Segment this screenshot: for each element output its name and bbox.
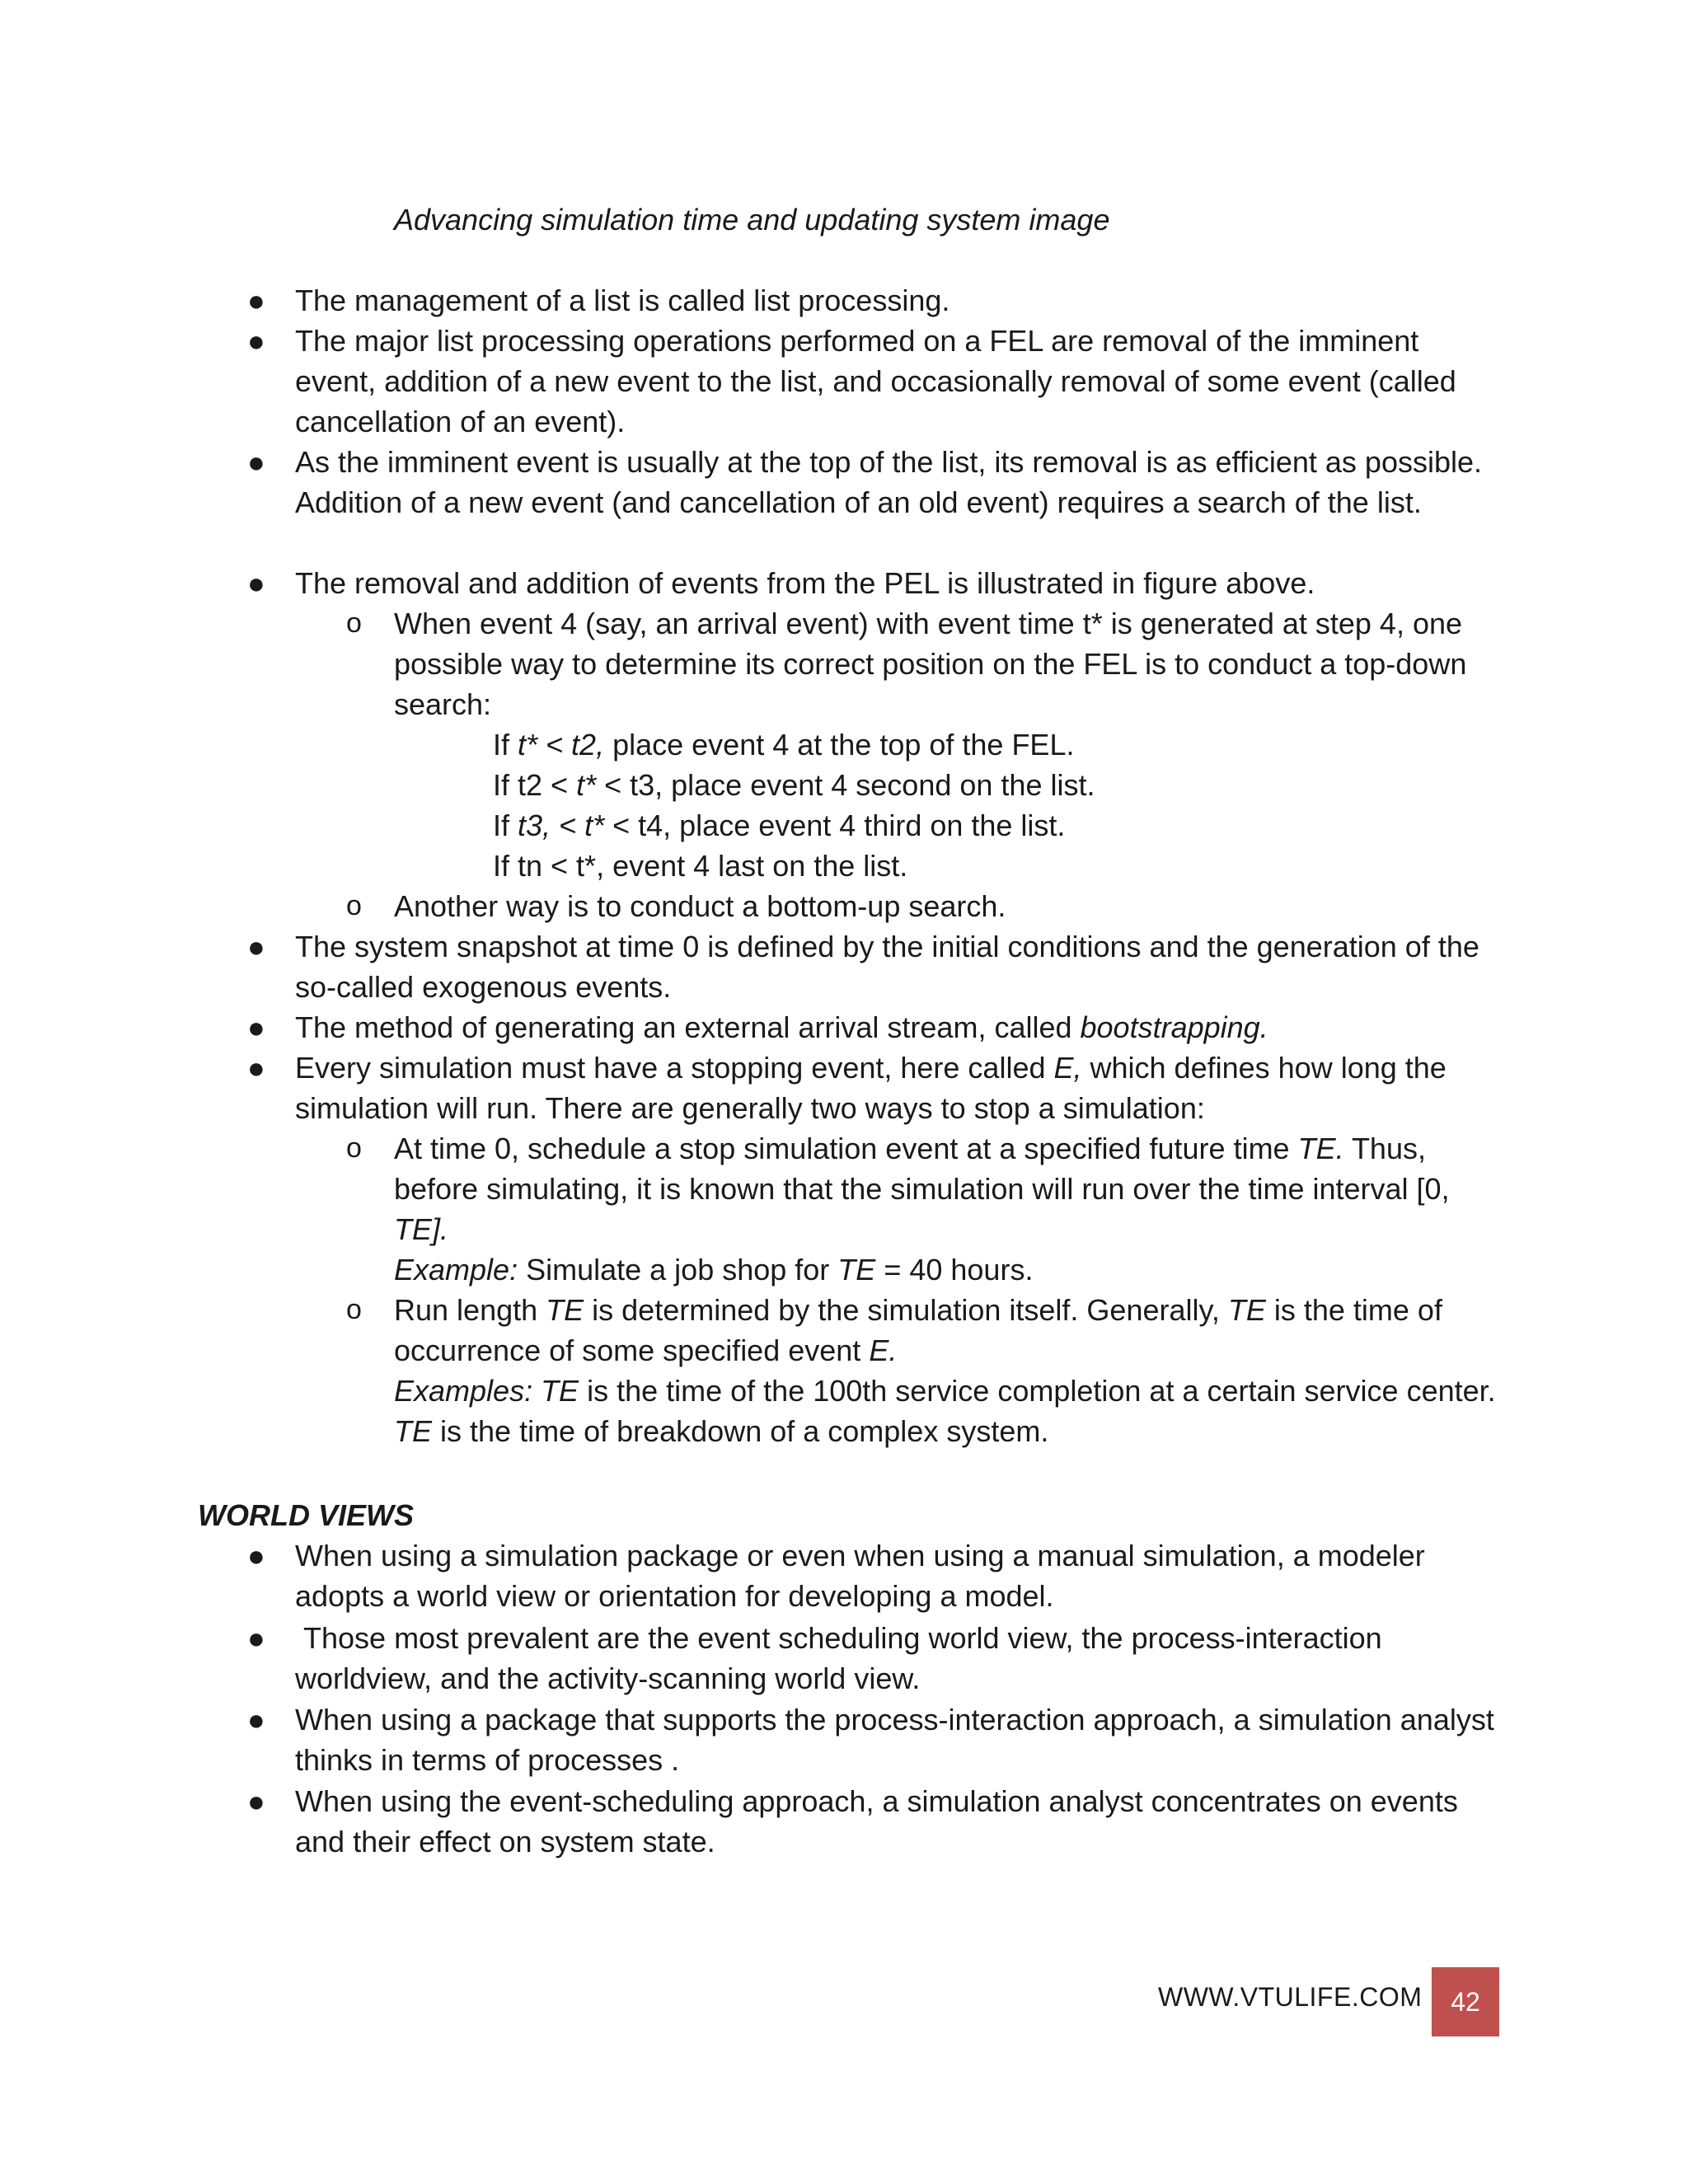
footer-site-link[interactable]: WWW.VTULIFE.COM [1158,1982,1423,2012]
sub-bullet-icon: o [346,1294,362,1325]
sub-list-item [346,1290,1500,1371]
bullet-text: Every simulation must have a stopping event, here called E, which defines how long the simulation will run. There are generally two ways to stop a simulation: [295,1051,1447,1125]
list-item [247,1535,1500,1616]
bullet-text: The major list processing operations performed on a FEL are removal of the imminent event, addition of a new event to the list, and occasionally removal of some event (called cancellation of an event). [295,324,1456,438]
bullet-icon: ● [247,284,265,317]
bullet-icon: ● [247,566,265,600]
list-item [247,321,1500,442]
list-item [247,280,1500,321]
sub-list-item [346,1128,1500,1249]
bullet-icon: ● [247,1703,265,1736]
list-item [247,1699,1500,1780]
condition-line: If t3, < t* < t4, place event 4 third on the list. [493,808,1066,842]
sub-bullet-text: Run length TE is determined by the simulation itself. Generally, TE is the time of occurrence of some specified event E. [394,1293,1442,1367]
bullet-text: As the imminent event is usually at the top of the list, its removal is as efficient as possible. Addition of a new event (and cancellation of an old event) requires a search of the list. [295,445,1483,519]
bullet-text: When using the event-scheduling approach, a simulation analyst concentrates on events and their effect on system state. [295,1784,1458,1858]
condition-line: If tn < t*, event 4 last on the list. [493,849,908,883]
bullet-icon: ● [247,1784,265,1818]
bullet-text: The system snapshot at time 0 is defined by the initial conditions and the generation of the so-called exogenous events. [295,930,1479,1004]
sub-list-item [346,886,1500,926]
list-item [247,1007,1500,1047]
section-heading: WORLD VIEWS [198,1498,414,1532]
bullet-icon: ● [247,930,265,963]
bullet-icon: ● [247,1621,265,1655]
bullet-text: When using a package that supports the process-interaction approach, a simulation analyst thinks in terms of processes . [295,1703,1494,1777]
sub-bullet-text: Another way is to conduct a bottom-up search. [394,889,1006,923]
list-item [247,926,1500,1007]
bullet-text: Those most prevalent are the event scheduling world view, the process-interaction worldview, and the activity-scanning world view. [295,1621,1390,1695]
bullet-text: The method of generating an external arrival stream, called bootstrapping. [295,1010,1268,1044]
example-line: Examples: TE is the time of the 100th service completion at a certain service center. TE is the time of breakdown of a complex system. [394,1374,1496,1448]
list-item [247,442,1500,523]
bullet-icon: ● [247,1539,265,1572]
list-item [247,1618,1500,1699]
bullet-icon: ● [247,1010,265,1044]
condition-line: If t* < t2, place event 4 at the top of the FEL. [493,728,1075,762]
bullet-icon: ● [247,324,265,358]
bullet-icon: ● [247,1051,265,1085]
bullet-text: When using a simulation package or even when using a manual simulation, a modeler adopts a world view or orientation for developing a model. [295,1539,1425,1613]
list-item [247,1781,1500,1862]
condition-line: If t2 < t* < t3, place event 4 second on the list. [493,768,1095,802]
list-item [247,1047,1500,1128]
sub-bullet-icon: o [346,890,362,921]
bullet-icon: ● [247,445,265,479]
sub-bullet-text: When event 4 (say, an arrival event) with event time t* is generated at step 4, one possible way to determine its correct position on the FEL is to conduct a top-down search: [394,607,1467,721]
sub-list-item [346,603,1500,724]
list-item [247,563,1500,603]
sub-bullet-icon: o [346,607,362,639]
bullet-text: The management of a list is called list processing. [295,284,950,317]
sub-bullet-text: At time 0, schedule a stop simulation event at a specified future time TE. Thus, before simulating, it is known that the simulation will run over the time interval [0, TE]. [394,1132,1450,1246]
sub-bullet-icon: o [346,1132,362,1164]
page-number: 42 [1432,1967,1499,2036]
figure-caption: Advancing simulation time and updating system image [394,203,1110,237]
bullet-text: The removal and addition of events from the PEL is illustrated in figure above. [295,566,1315,600]
example-line: Example: Simulate a job shop for TE = 40 hours. [394,1253,1034,1286]
